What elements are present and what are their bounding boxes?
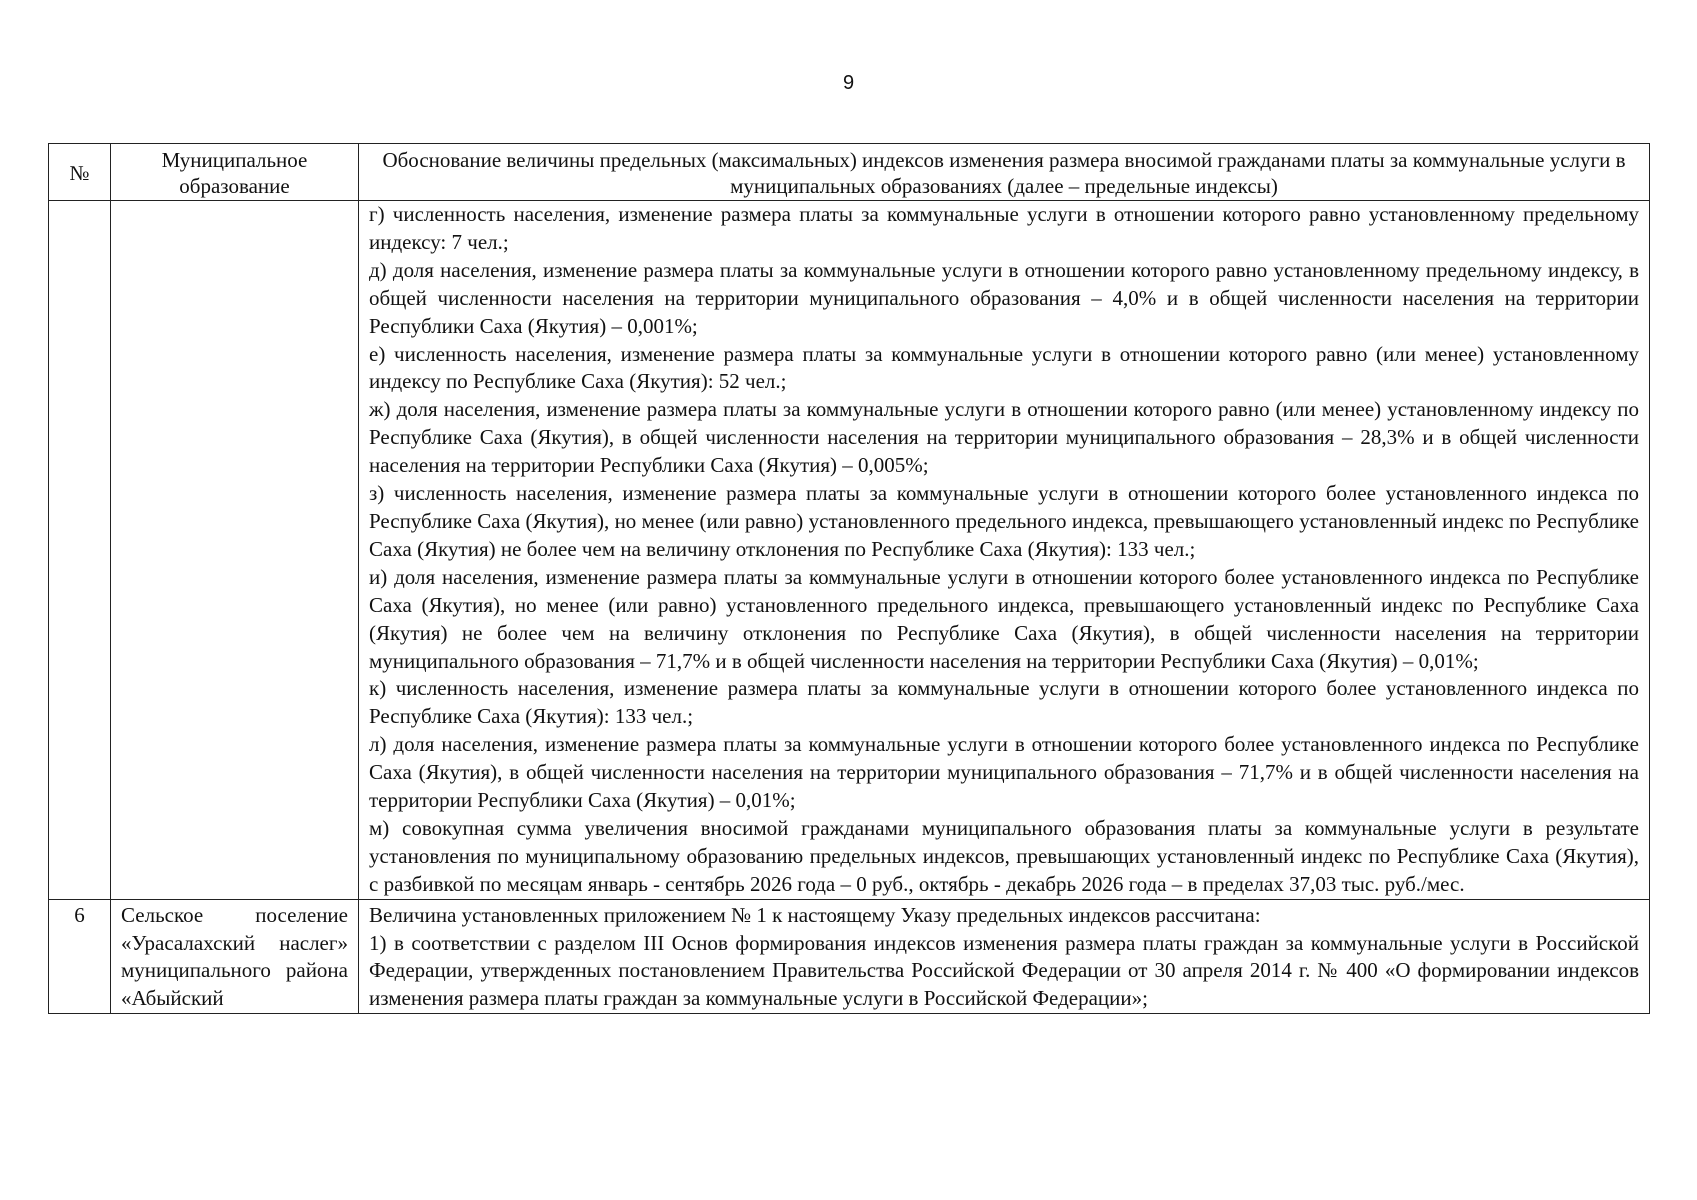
row-municipality-cell (111, 201, 359, 900)
row-num-cell: 6 (49, 899, 111, 1014)
paragraph-intro: Величина установленных приложением № 1 к настоящему Указу предельных индексов рассчитана: (369, 902, 1261, 927)
row-municipality-cell (111, 899, 359, 1014)
justification-table (48, 143, 1650, 1014)
row-justification-cell (359, 899, 1650, 1014)
row-num-cell (49, 201, 111, 900)
paragraph-d: д) доля населения, изменение размера платы за коммунальные услуги в отношении которого равно установленному предельному индексу, в общей численности населения на территории муниципального образования – 4,0% и в общей численности населения на территории Республики Саха (Якутия) – 0,001%; (369, 257, 1639, 338)
paragraph-1: 1) в соответствии с разделом III Основ формирования индексов изменения размера платы граждан за коммунальные услуги в Российской Федерации, утвержденных постановлением Правительства Российской Федерации от 30 апреля 2014 г. № 400 «О формировании индексов изменения размера платы граждан за коммунальные услуги в Российской Федерации»; (369, 930, 1639, 1011)
header-num: № (49, 144, 111, 201)
paragraph-z: з) численность населения, изменение размера платы за коммунальные услуги в отношении которого более установленного индекса по Республике Саха (Якутия), но менее (или равно) установленного предельного индекса, превышающего установленный индекс по Республике Саха (Якутия) не более чем на величину отклонения по Республике Саха (Якутия): 133 чел.; (369, 481, 1639, 561)
table-row (49, 201, 1650, 900)
header-justification: Обоснование величины предельных (максимальных) индексов изменения размера вносимой гражданами платы за коммунальные услуги в муниципальных образованиях (далее – предельные индексы) (359, 144, 1650, 201)
paragraph-m: м) совокупная сумма увеличения вносимой гражданами муниципального образования платы за коммунальные услуги в результате установления по муниципальному образованию предельных индексов, превышающих установленный индекс по Республике Саха (Якутия), с разбивкой по месяцам январь - сентябрь 2026 года – 0 руб., октябрь - декабрь 2026 года – в пределах 37,03 тыс. руб./мес. (369, 815, 1639, 896)
paragraph-i: и) доля населения, изменение размера платы за коммунальные услуги в отношении которого более установленного индекса по Республике Саха (Якутия), но менее (или равно) установленного предельного индекса, превышающего установленный индекс по Республике Саха (Якутия) не более чем на величину отклонения по Республике Саха (Якутия), в общей численности населения на территории муниципального образования – 71,7% и в общей численности населения на территории Республики Саха (Якутия) – 0,01%; (369, 564, 1639, 673)
page-number: 9 (842, 72, 855, 94)
table-row (49, 899, 1650, 1014)
municipality-name: Сельское поселение «Урасалахский наслег» муниципального района «Абыйский (121, 902, 348, 1011)
table-header-row (49, 144, 1650, 201)
header-municipality: Муниципальное образование (111, 144, 359, 201)
row-justification-cell (359, 201, 1650, 900)
paragraph-l: л) доля населения, изменение размера платы за коммунальные услуги в отношении которого более установленного индекса по Республике Саха (Якутия), в общей численности населения на территории муниципального образования – 71,7% и в общей численности населения на территории Республики Саха (Якутия) – 0,01%; (369, 732, 1639, 813)
paragraph-zh: ж) доля населения, изменение размера платы за коммунальные услуги в отношении которого равно (или менее) установленному индексу по Республике Саха (Якутия), в общей численности населения на территории муниципального образования – 28,3% и в общей численности населения на территории Республики Саха (Якутия) – 0,005%; (369, 397, 1639, 478)
paragraph-g: г) численность населения, изменение размера платы за коммунальные услуги в отношении которого равно установленному предельному индексу: 7 чел.; (369, 202, 1639, 254)
paragraph-k: к) численность населения, изменение размера платы за коммунальные услуги в отношении которого более установленного индекса по Республике Саха (Якутия): 133 чел.; (369, 676, 1639, 729)
paragraph-e: е) численность населения, изменение размера платы за коммунальные услуги в отношении которого равно (или менее) установленному индексу по Республике Саха (Якутия): 52 чел.; (369, 341, 1639, 394)
